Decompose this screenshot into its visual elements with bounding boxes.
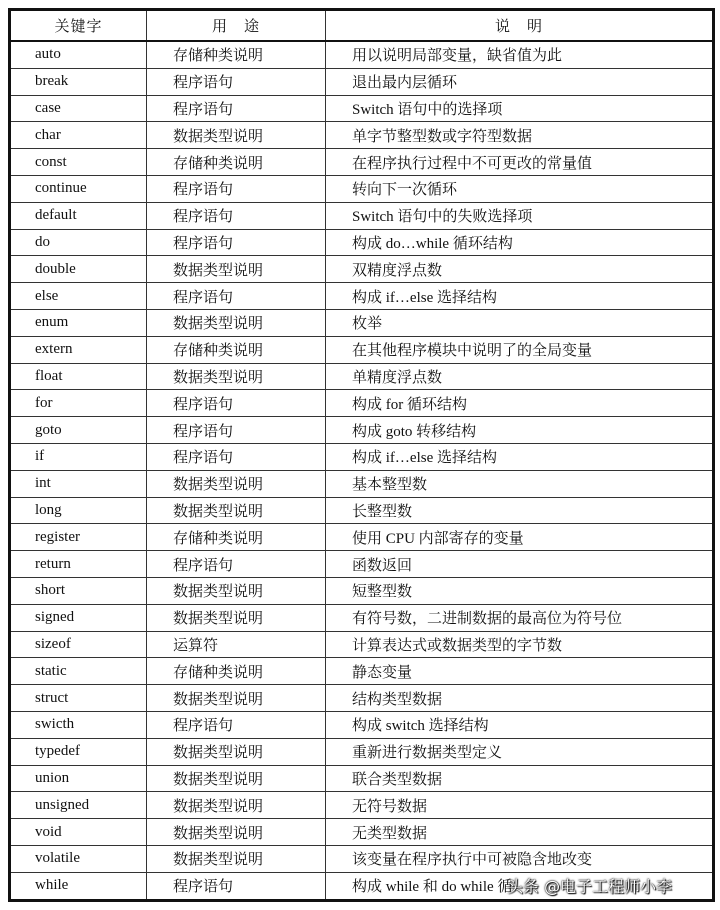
usage-cell: 数据类型说明 <box>147 363 326 390</box>
keyword-cell: else <box>10 283 147 310</box>
usage-cell: 存储种类说明 <box>147 336 326 363</box>
table-row <box>10 765 714 792</box>
description-cell: 短整型数 <box>326 577 714 604</box>
usage-cell: 数据类型说明 <box>147 309 326 336</box>
keyword-cell: return <box>10 551 147 578</box>
usage-cell: 程序语句 <box>147 417 326 444</box>
description-cell: Switch 语句中的选择项 <box>326 95 714 122</box>
table-row <box>10 658 714 685</box>
description-cell: 使用 CPU 内部寄存的变量 <box>326 524 714 551</box>
description-cell: 在其他程序模块中说明了的全局变量 <box>326 336 714 363</box>
keyword-cell: swicth <box>10 711 147 738</box>
usage-cell: 程序语句 <box>147 283 326 310</box>
description-cell: 单精度浮点数 <box>326 363 714 390</box>
usage-cell: 数据类型说明 <box>147 470 326 497</box>
usage-cell: 存储种类说明 <box>147 149 326 176</box>
usage-cell: 数据类型说明 <box>147 122 326 149</box>
keyword-cell: double <box>10 256 147 283</box>
keyword-cell: void <box>10 819 147 846</box>
table-row <box>10 417 714 444</box>
table-row <box>10 738 714 765</box>
table-row <box>10 122 714 149</box>
usage-cell: 存储种类说明 <box>147 41 326 68</box>
usage-cell: 程序语句 <box>147 175 326 202</box>
description-cell: 联合类型数据 <box>326 765 714 792</box>
table-row <box>10 711 714 738</box>
description-cell: 有符号数，二进制数据的最高位为符号位 <box>326 604 714 631</box>
description-cell: 基本整型数 <box>326 470 714 497</box>
description-cell: 转向下一次循环 <box>326 175 714 202</box>
header-description: 说 明 <box>326 10 714 42</box>
keyword-cell: float <box>10 363 147 390</box>
table-row <box>10 443 714 470</box>
description-cell: 静态变量 <box>326 658 714 685</box>
usage-cell: 程序语句 <box>147 95 326 122</box>
table-row <box>10 792 714 819</box>
table-row <box>10 309 714 336</box>
table-row <box>10 390 714 417</box>
keyword-cell: do <box>10 229 147 256</box>
keyword-cell: long <box>10 497 147 524</box>
description-cell: 计算表达式或数据类型的字节数 <box>326 631 714 658</box>
table-row <box>10 363 714 390</box>
description-cell: 构成 if…else 选择结构 <box>326 283 714 310</box>
description-cell: 单字节整型数或字符型数据 <box>326 122 714 149</box>
description-cell: 枚举 <box>326 309 714 336</box>
description-cell: 双精度浮点数 <box>326 256 714 283</box>
table-row <box>10 283 714 310</box>
keyword-cell: if <box>10 443 147 470</box>
usage-cell: 程序语句 <box>147 551 326 578</box>
description-cell: 构成 for 循环结构 <box>326 390 714 417</box>
description-cell: 无类型数据 <box>326 819 714 846</box>
table-row <box>10 336 714 363</box>
usage-cell: 程序语句 <box>147 68 326 95</box>
keyword-cell: unsigned <box>10 792 147 819</box>
usage-cell: 程序语句 <box>147 202 326 229</box>
usage-cell: 程序语句 <box>147 390 326 417</box>
usage-cell: 数据类型说明 <box>147 845 326 872</box>
keyword-cell: case <box>10 95 147 122</box>
keyword-cell: register <box>10 524 147 551</box>
usage-cell: 数据类型说明 <box>147 792 326 819</box>
keyword-cell: continue <box>10 175 147 202</box>
usage-cell: 程序语句 <box>147 229 326 256</box>
usage-cell: 数据类型说明 <box>147 256 326 283</box>
table-row <box>10 819 714 846</box>
description-cell: 构成 goto 转移结构 <box>326 417 714 444</box>
table-row <box>10 68 714 95</box>
usage-cell: 数据类型说明 <box>147 738 326 765</box>
usage-cell: 程序语句 <box>147 711 326 738</box>
header-usage: 用 途 <box>147 10 326 42</box>
table-row <box>10 256 714 283</box>
keyword-cell: default <box>10 202 147 229</box>
description-cell: Switch 语句中的失败选择项 <box>326 202 714 229</box>
description-cell: 退出最内层循环 <box>326 68 714 95</box>
table-row <box>10 175 714 202</box>
table-row <box>10 551 714 578</box>
description-cell: 该变量在程序执行中可被隐含地改变 <box>326 845 714 872</box>
table-row <box>10 95 714 122</box>
table-row <box>10 470 714 497</box>
keyword-cell: while <box>10 872 147 900</box>
keyword-cell: for <box>10 390 147 417</box>
table-row <box>10 41 714 68</box>
table-row <box>10 577 714 604</box>
keyword-cell: int <box>10 470 147 497</box>
keyword-cell: volatile <box>10 845 147 872</box>
keyword-cell: union <box>10 765 147 792</box>
description-cell: 重新进行数据类型定义 <box>326 738 714 765</box>
usage-cell: 数据类型说明 <box>147 685 326 712</box>
keyword-cell: static <box>10 658 147 685</box>
usage-cell: 程序语句 <box>147 443 326 470</box>
table-row <box>10 604 714 631</box>
keyword-cell: short <box>10 577 147 604</box>
table-row <box>10 497 714 524</box>
keyword-cell: goto <box>10 417 147 444</box>
table-row <box>10 845 714 872</box>
keyword-cell: struct <box>10 685 147 712</box>
table-row <box>10 229 714 256</box>
watermark: 头条 @电子工程师小李 <box>507 877 673 896</box>
description-cell: 无符号数据 <box>326 792 714 819</box>
table-body <box>10 41 714 900</box>
keyword-cell: break <box>10 68 147 95</box>
keyword-cell: enum <box>10 309 147 336</box>
description-cell: 构成 while 和 do while 循 <box>326 872 714 900</box>
description-cell: 函数返回 <box>326 551 714 578</box>
c-keywords-table <box>8 8 715 902</box>
keyword-cell: const <box>10 149 147 176</box>
usage-cell: 运算符 <box>147 631 326 658</box>
description-cell: 构成 if…else 选择结构 <box>326 443 714 470</box>
description-cell: 构成 do…while 循环结构 <box>326 229 714 256</box>
table-header-row <box>10 10 714 42</box>
table-row <box>10 631 714 658</box>
keyword-cell: typedef <box>10 738 147 765</box>
description-cell: 构成 switch 选择结构 <box>326 711 714 738</box>
keyword-cell: signed <box>10 604 147 631</box>
table-row <box>10 149 714 176</box>
usage-cell: 数据类型说明 <box>147 577 326 604</box>
keyword-cell: char <box>10 122 147 149</box>
table-row <box>10 685 714 712</box>
header-keyword: 关键字 <box>10 10 147 42</box>
keyword-cell: extern <box>10 336 147 363</box>
usage-cell: 程序语句 <box>147 872 326 900</box>
description-cell: 结构类型数据 <box>326 685 714 712</box>
description-cell: 在程序执行过程中不可更改的常量值 <box>326 149 714 176</box>
description-cell: 用以说明局部变量，缺省值为此 <box>326 41 714 68</box>
keyword-cell: sizeof <box>10 631 147 658</box>
usage-cell: 数据类型说明 <box>147 497 326 524</box>
usage-cell: 数据类型说明 <box>147 765 326 792</box>
usage-cell: 数据类型说明 <box>147 604 326 631</box>
usage-cell: 数据类型说明 <box>147 819 326 846</box>
table-row <box>10 202 714 229</box>
keyword-cell: auto <box>10 41 147 68</box>
usage-cell: 存储种类说明 <box>147 658 326 685</box>
table-row <box>10 524 714 551</box>
usage-cell: 存储种类说明 <box>147 524 326 551</box>
description-cell: 长整型数 <box>326 497 714 524</box>
